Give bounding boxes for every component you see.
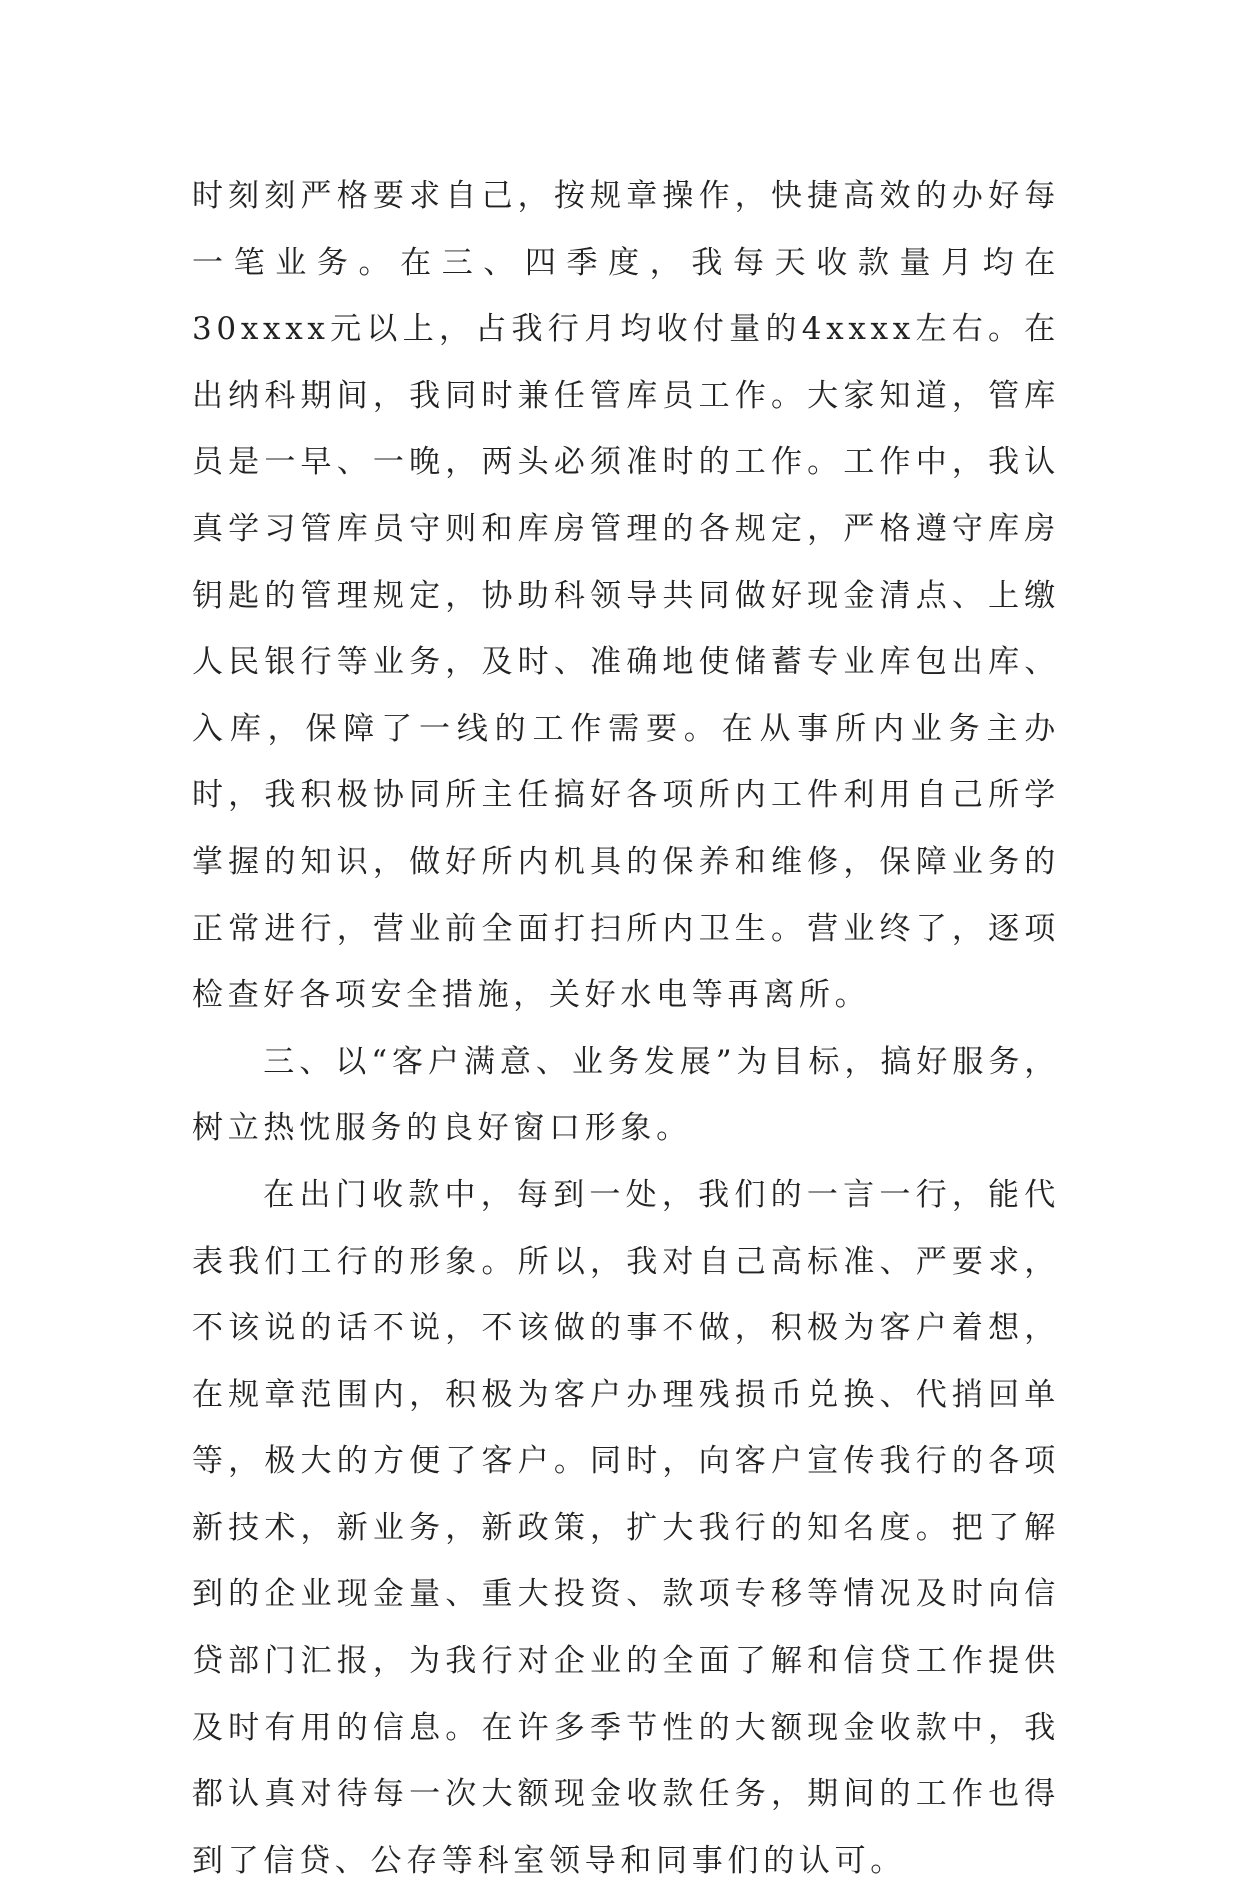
paragraph-customer-service: 在出门收款中，每到一处，我们的一言一行，能代表我们工行的形象。所以，我对自己高标准、严要求，不该说的话不说，不该做的事不做，积极为客户着想，在规章范围内，积极为客户办理残损币兑换、代捎回单等，极大的方便了客户。同时，向客户宣传我行的各项新技术，新业务，新政策，扩大我行的知名度。把了解到的企业现金量、重大投资、款项专移等情况及时向信贷部门汇报，为我行对企业的全面了解和信贷工作提供及时有用的信息。在许多季节性的大额现金收款中，我都认真对待每一次大额现金收款任务，期间的工作也得到了信贷、公存等科室领导和同事们的认可。	[192, 1176, 1060, 1879]
document-body	[192, 163, 1060, 1894]
paragraph-duties-continued: 时刻刻严格要求自己，按规章操作，快捷高效的办好每一笔业务。在三、四季度，我每天收款量月均在30xxxx元以上，占我行月均收付量的4xxxx左右。在出纳科期间，我同时兼任管库员工作。大家知道，管库员是一早、一晚，两头必须准时的工作。工作中，我认真学习管库员守则和库房管理的各规定，严格遵守库房钥匙的管理规定，协助科领导共同做好现金清点、上缴人民银行等业务，及时、准确地使储蓄专业库包出库、入库，保障了一线的工作需要。在从事所内业务主办时，我积极协同所主任搞好各项所内工件利用自己所学掌握的知识，做好所内机具的保养和维修，保障业务的正常进行，营业前全面打扫所内卫生。营业终了，逐项检查好各项安全措施，关好水电等再离所。	[192, 178, 1060, 1014]
paragraph-section-three-heading: 三、以“客户满意、业务发展”为目标，搞好服务，树立热忱服务的良好窗口形象。	[192, 1043, 1060, 1147]
